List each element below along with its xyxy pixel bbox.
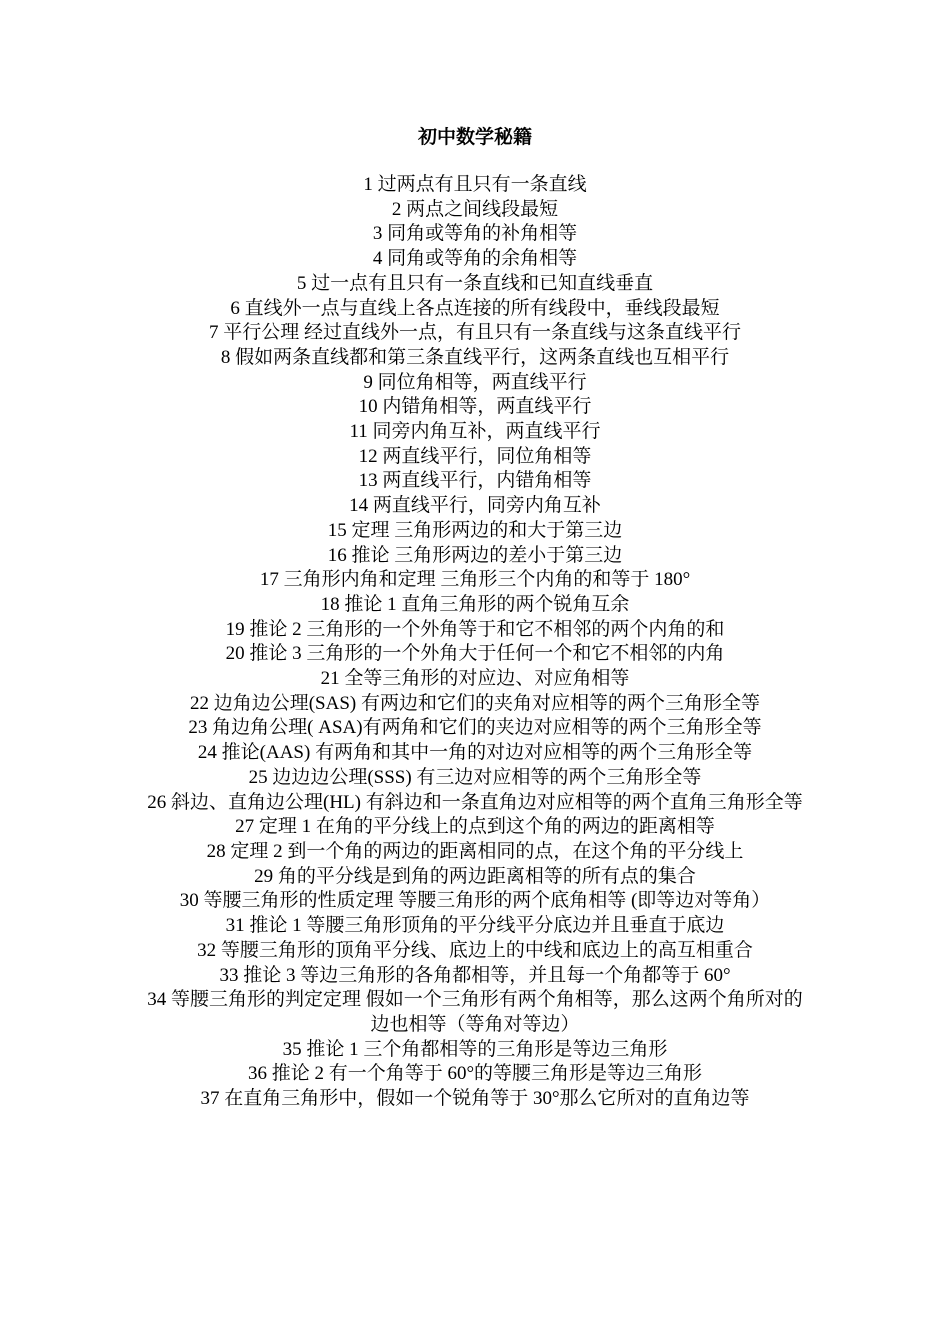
theorem-item: 23 角边角公理( ASA)有两角和它们的夹边对应相等的两个三角形全等 xyxy=(188,717,762,739)
theorem-item: 7 平行公理 经过直线外一点，有且只有一条直线与这条直线平行 xyxy=(208,322,741,344)
theorem-item: 1 过两点有且只有一条直线 xyxy=(363,174,587,195)
theorem-item: 22 边角边公理(SAS) 有两边和它们的夹角对应相等的两个三角形全等 xyxy=(189,692,760,714)
theorem-item: 16 推论 三角形两边的差小于第三边 xyxy=(327,544,623,566)
theorem-item: 32 等腰三角形的顶角平分线、底边上的中线和底边上的高互相重合 xyxy=(197,939,753,961)
theorem-item: 18 推论 1 直角三角形的两个锐角互余 xyxy=(320,593,630,615)
theorem-item: 36 推论 2 有一个角等于 60°的等腰三角形是等边三角形 xyxy=(247,1063,703,1085)
theorem-item: 34 等腰三角形的判定定理 假如一个三角形有两个角相等，那么这两个角所对的边也相等（等角对等边） xyxy=(147,989,803,1035)
theorem-item: 3 同角或等角的补角相等 xyxy=(372,223,578,245)
theorem-item: 13 两直线平行，内错角相等 xyxy=(358,470,592,492)
theorem-item: 26 斜边、直角边公理(HL) 有斜边和一条直角边对应相等的两个直角三角形全等 xyxy=(147,791,803,813)
theorem-item: 6 直线外一点与直线上各点连接的所有线段中，垂线段最短 xyxy=(230,297,720,319)
theorem-item: 20 推论 3 三角形的一个外角大于任何一个和它不相邻的内角 xyxy=(225,643,725,665)
theorem-item: 9 同位角相等，两直线平行 xyxy=(363,371,587,393)
theorem-item: 12 两直线平行，同位角相等 xyxy=(358,445,592,467)
theorem-item: 30 等腰三角形的性质定理 等腰三角形的两个底角相等 (即等边对等角） xyxy=(179,890,771,912)
theorem-item: 15 定理 三角形两边的和大于第三边 xyxy=(327,519,623,541)
theorem-item: 11 同旁内角互补，两直线平行 xyxy=(349,421,601,443)
theorem-item: 10 内错角相等，两直线平行 xyxy=(358,396,592,418)
theorem-item: 2 两点之间线段最短 xyxy=(391,198,559,220)
theorem-item: 8 假如两条直线都和第三条直线平行，这两条直线也互相平行 xyxy=(220,346,730,368)
theorem-item: 37 在直角三角形中，假如一个锐角等于 30°那么它所对的直角边等 xyxy=(200,1088,750,1110)
theorem-item: 31 推论 1 等腰三角形顶角的平分线平分底边并且垂直于底边 xyxy=(225,915,725,937)
theorem-item: 5 过一点有且只有一条直线和已知直线垂直 xyxy=(296,272,654,294)
theorem-item: 17 三角形内角和定理 三角形三个内角的和等于 180° xyxy=(259,569,691,591)
theorem-list xyxy=(145,173,805,1112)
theorem-item: 35 推论 1 三个角都相等的三角形是等边三角形 xyxy=(282,1038,668,1060)
theorem-item: 33 推论 3 等边三角形的各角都相等，并且每一个角都等于 60° xyxy=(219,964,731,986)
theorem-item: 4 同角或等角的余角相等 xyxy=(372,248,578,270)
theorem-item: 25 边边边公理(SSS) 有三边对应相等的两个三角形全等 xyxy=(248,766,702,788)
theorem-item: 29 角的平分线是到角的两边距离相等的所有点的集合 xyxy=(254,865,696,887)
theorem-item: 24 推论(AAS) 有两角和其中一角的对边对应相等的两个三角形全等 xyxy=(197,742,753,764)
theorem-item: 19 推论 2 三角形的一个外角等于和它不相邻的两个内角的和 xyxy=(225,618,725,640)
theorem-item: 27 定理 1 在角的平分线上的点到这个角的两边的距离相等 xyxy=(235,816,715,838)
theorem-item: 28 定理 2 到一个角的两边的距离相同的点，在这个角的平分线上 xyxy=(206,840,744,862)
theorem-item: 21 全等三角形的对应边、对应角相等 xyxy=(320,668,630,690)
theorem-item: 14 两直线平行，同旁内角互补 xyxy=(349,495,601,517)
document-title: 初中数学秘籍 xyxy=(417,126,532,148)
